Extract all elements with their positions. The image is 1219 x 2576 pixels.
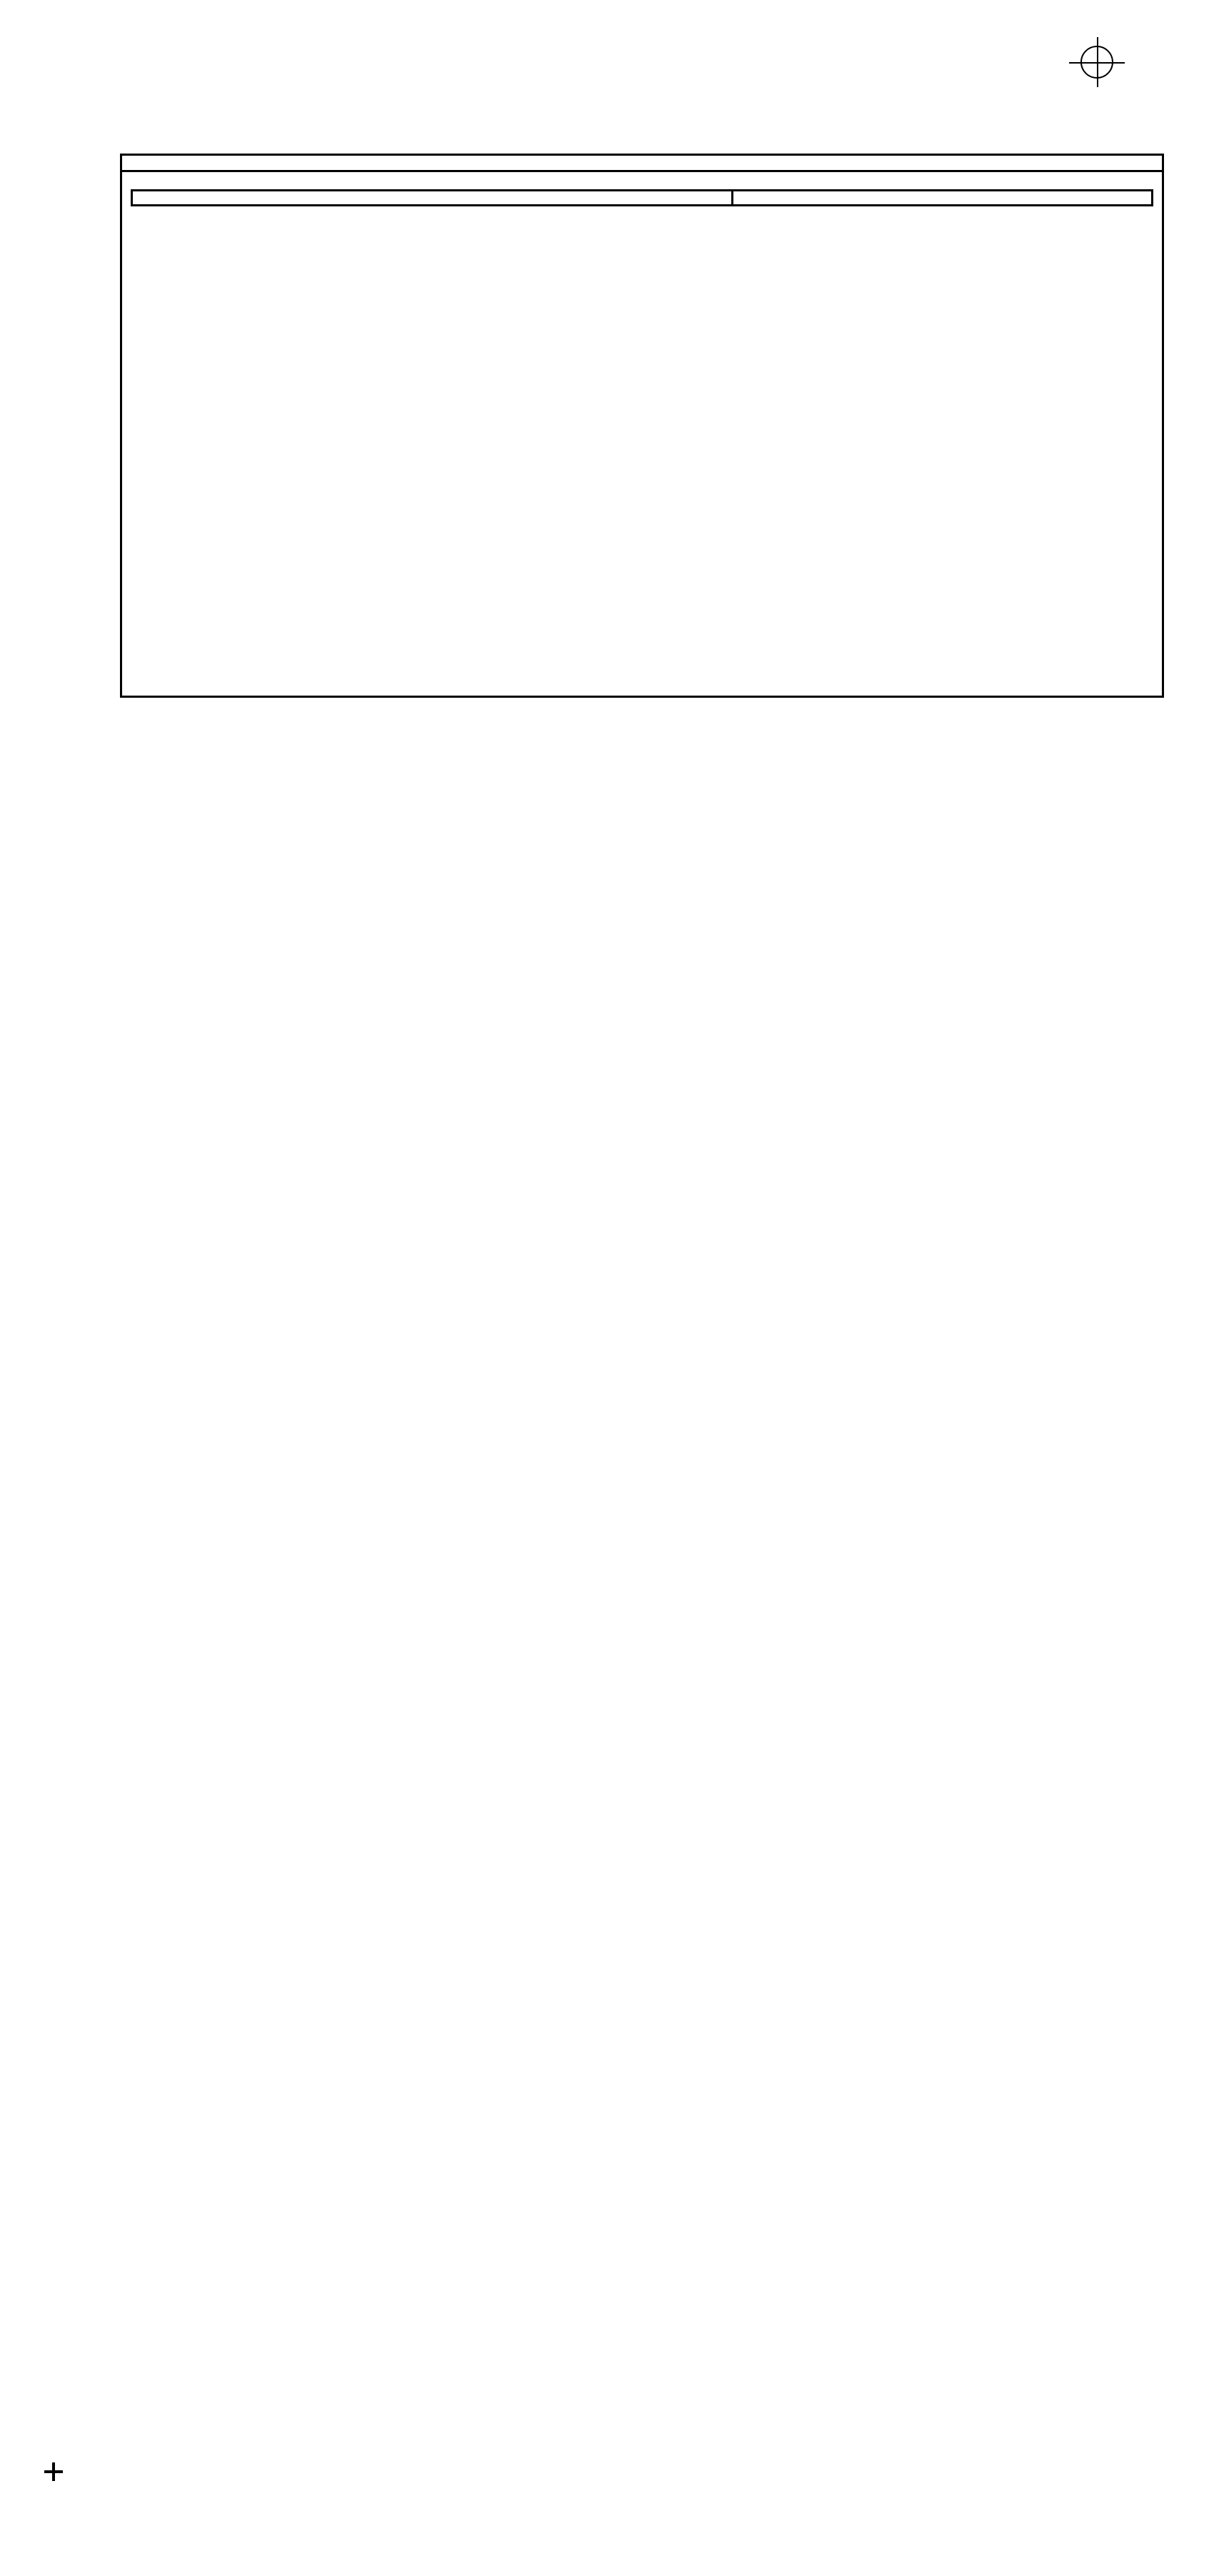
header-box [120,154,1164,698]
registration-crosshair-icon [1080,46,1113,79]
county-header [122,156,1162,172]
warning-pane [733,191,1151,204]
to-vote-pane [133,191,733,204]
registration-plus-mark [44,2462,63,2481]
instructions-box [131,189,1153,206]
